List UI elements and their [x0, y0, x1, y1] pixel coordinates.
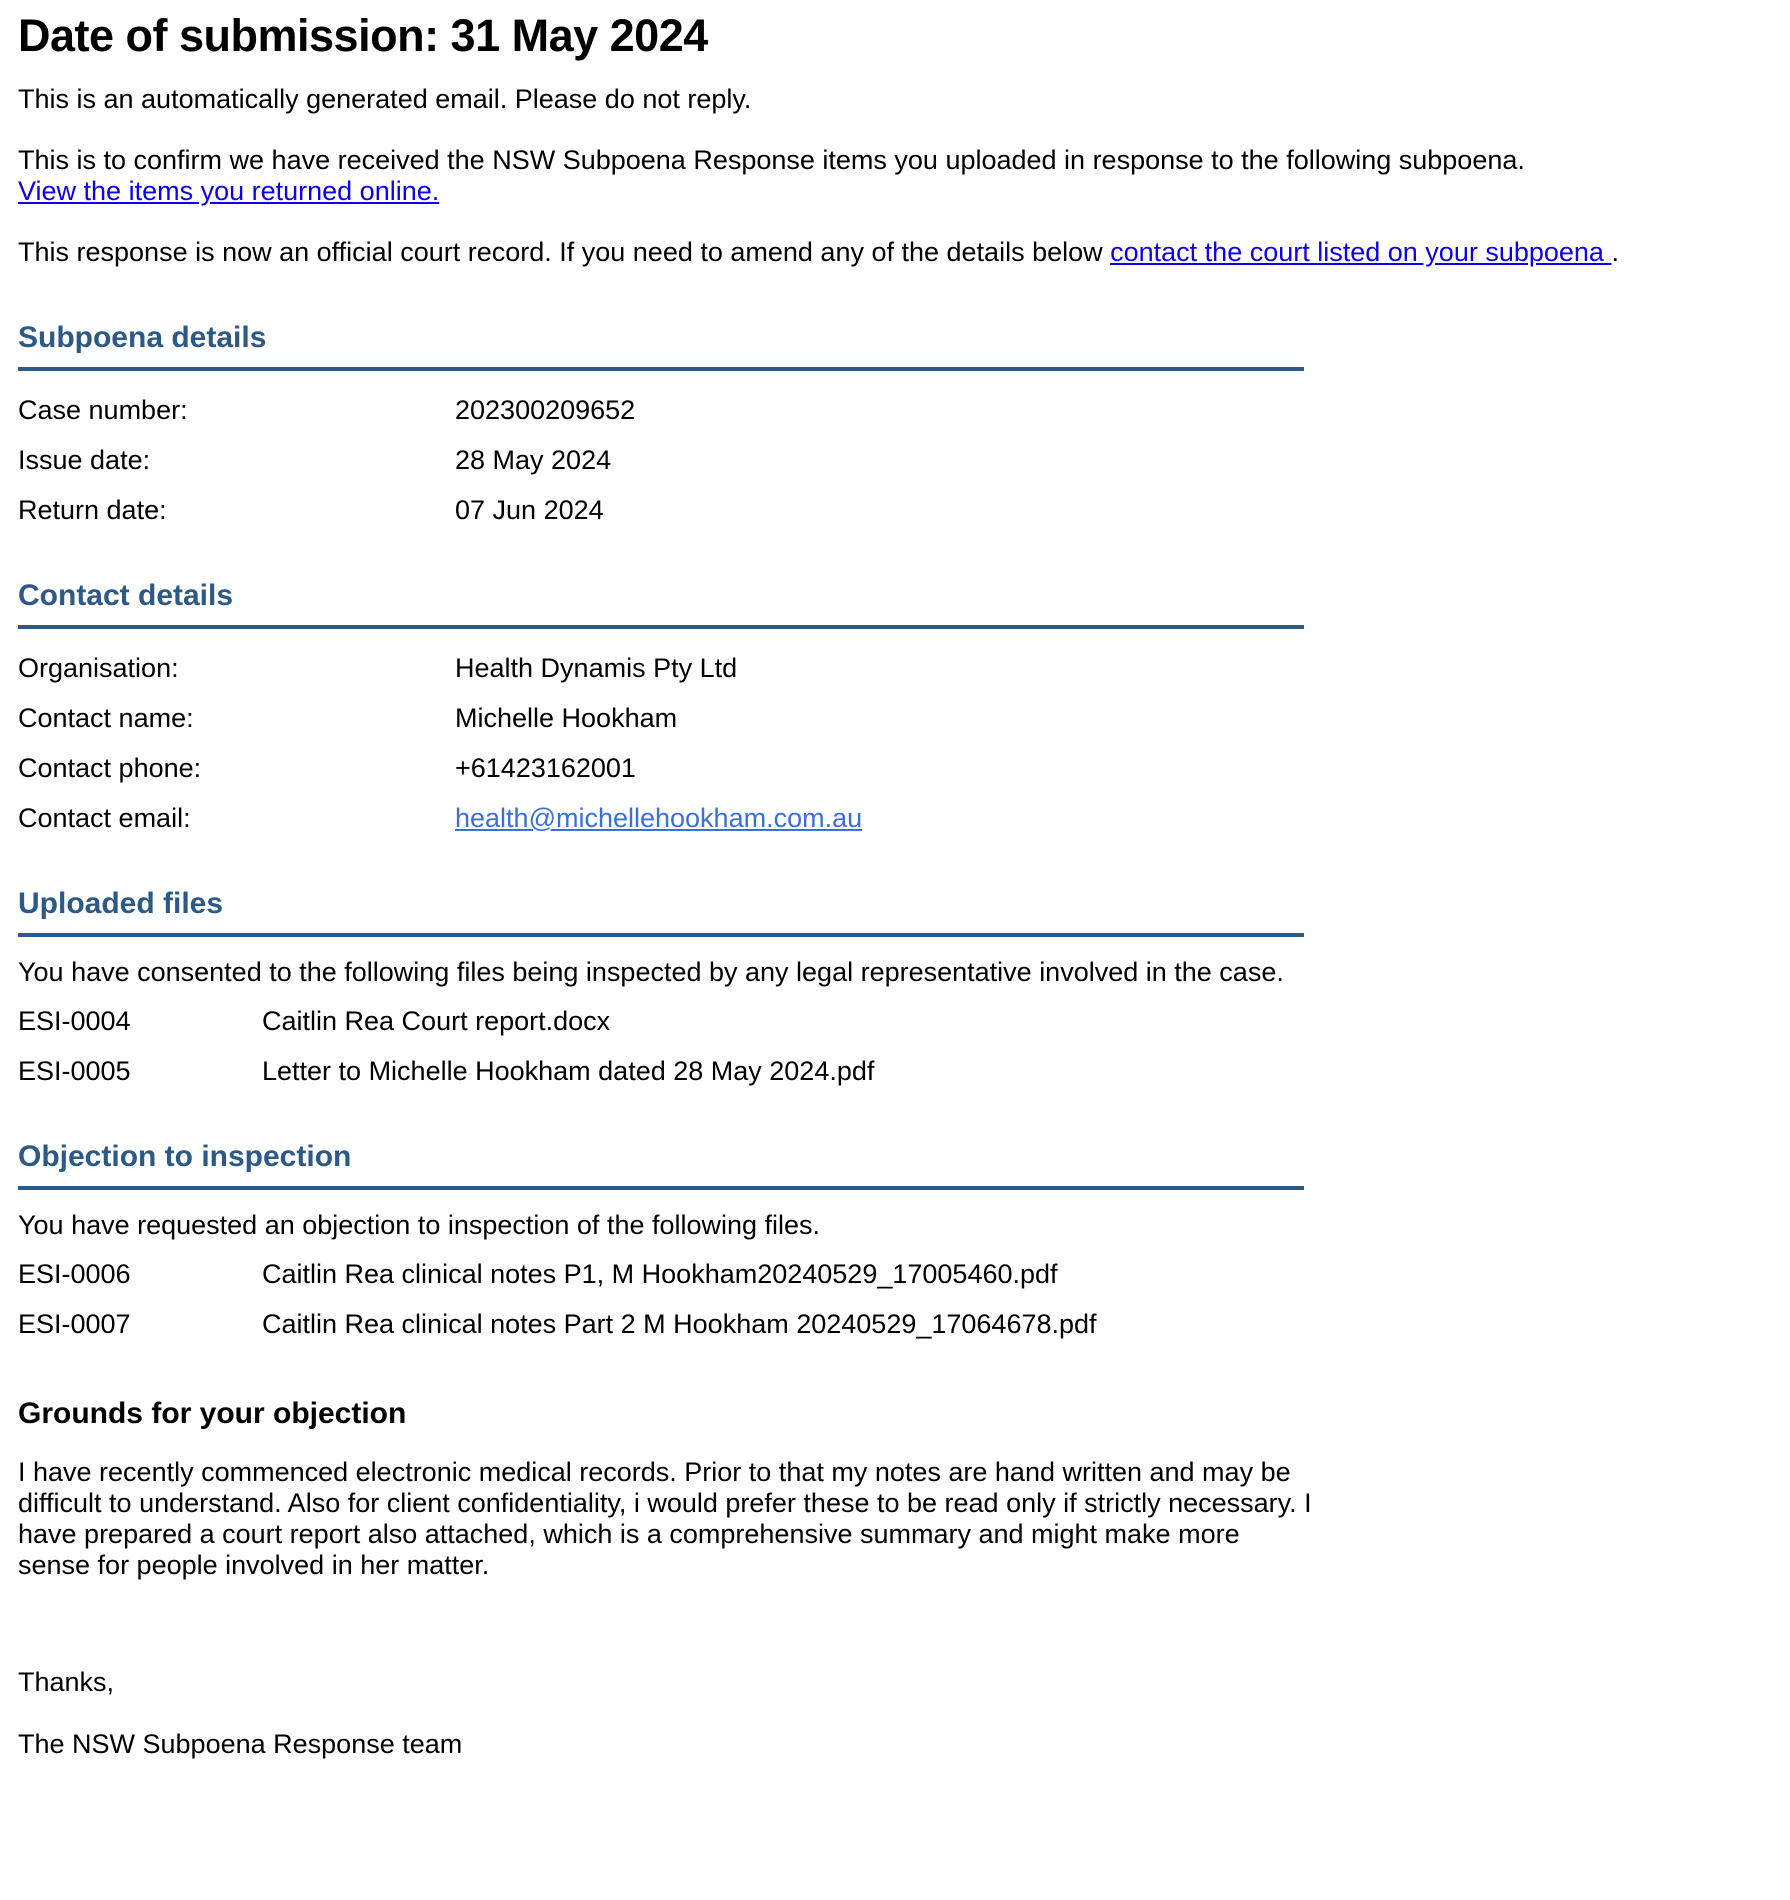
- issue-date-value: 28 May 2024: [455, 445, 612, 475]
- objection-intro: You have requested an objection to inspection of the following files.: [18, 1210, 821, 1240]
- section-heading: Contact details: [18, 579, 234, 612]
- detail-label: Contact name:: [18, 703, 194, 733]
- file-row: [18, 1259, 1770, 1290]
- page-title: Date of submission: 31 May 2024: [18, 10, 708, 61]
- table-row: [18, 653, 1770, 684]
- detail-label: Case number:: [18, 395, 188, 425]
- organisation-value: Health Dynamis Pty Ltd: [455, 653, 738, 683]
- section-heading: Objection to inspection: [18, 1140, 352, 1173]
- section-heading: Subpoena details: [18, 321, 267, 354]
- table-row: [18, 803, 1770, 834]
- file-code: ESI-0004: [18, 1006, 131, 1036]
- file-name: Caitlin Rea clinical notes P1, M Hookham20240529_17005460.pdf: [262, 1259, 1058, 1289]
- file-name: Letter to Michelle Hookham dated 28 May 2024.pdf: [262, 1056, 875, 1086]
- thanks-text: Thanks,: [18, 1667, 115, 1697]
- team-signature: The NSW Subpoena Response team: [18, 1729, 463, 1759]
- section-rule: [18, 1186, 1304, 1190]
- section-contact-details: [18, 578, 1770, 834]
- grounds-text: I have recently commenced electronic medical records. Prior to that my notes are hand written and may be difficult to understand. Also for client confidentiality, i would prefer these to be read only if strictly necessary. I have prepared a court report also attached, which is a comprehensive summary and might make more sense for people involved in her matter.: [18, 1457, 1312, 1580]
- confirmation-text: This is to confirm we have received the NSW Subpoena Response items you uploaded in response to the following subpoena.: [18, 145, 1525, 175]
- court-record-text: This response is now an official court record. If you need to amend any of the details below: [18, 237, 1111, 267]
- section-objection: [18, 1139, 1770, 1340]
- return-date-value: 07 Jun 2024: [455, 495, 604, 525]
- file-code: ESI-0007: [18, 1309, 131, 1339]
- auto-generated-notice: This is an automatically generated email. Please do not reply.: [18, 84, 752, 114]
- contact-court-link[interactable]: contact the court listed on your subpoena: [1110, 237, 1612, 267]
- detail-label: Return date:: [18, 495, 167, 525]
- detail-label: Contact email:: [18, 803, 191, 833]
- table-row: [18, 703, 1770, 734]
- detail-label: Contact phone:: [18, 753, 202, 783]
- uploaded-files-intro: You have consented to the following files being inspected by any legal representative involved in the case.: [18, 957, 1284, 987]
- detail-label: Issue date:: [18, 445, 151, 475]
- table-row: [18, 495, 1770, 526]
- section-rule: [18, 625, 1304, 629]
- contact-phone-value: +61423162001: [455, 753, 636, 783]
- view-items-link[interactable]: View the items you returned online.: [18, 176, 440, 206]
- section-rule: [18, 367, 1304, 371]
- section-uploaded-files: [18, 886, 1770, 1087]
- confirmation-paragraph: [18, 145, 1770, 207]
- file-code: ESI-0006: [18, 1259, 131, 1289]
- file-name: Caitlin Rea Court report.docx: [262, 1006, 611, 1036]
- table-row: [18, 395, 1770, 426]
- court-record-period: .: [1611, 237, 1619, 267]
- file-row: [18, 1309, 1770, 1340]
- court-record-paragraph: [18, 237, 1770, 268]
- table-row: [18, 753, 1770, 784]
- section-rule: [18, 933, 1304, 937]
- contact-name-value: Michelle Hookham: [455, 703, 678, 733]
- file-name: Caitlin Rea clinical notes Part 2 M Hookham 20240529_17064678.pdf: [262, 1309, 1097, 1339]
- section-heading: Uploaded files: [18, 887, 224, 920]
- file-row: [18, 1056, 1770, 1087]
- case-number-value: 202300209652: [455, 395, 636, 425]
- table-row: [18, 445, 1770, 476]
- file-row: [18, 1006, 1770, 1037]
- section-subpoena-details: [18, 320, 1770, 526]
- detail-label: Organisation:: [18, 653, 179, 683]
- grounds-heading: Grounds for your objection: [18, 1397, 407, 1430]
- file-code: ESI-0005: [18, 1056, 131, 1086]
- contact-email-link[interactable]: health@michellehookham.com.au: [455, 803, 863, 833]
- section-grounds: [18, 1396, 1770, 1581]
